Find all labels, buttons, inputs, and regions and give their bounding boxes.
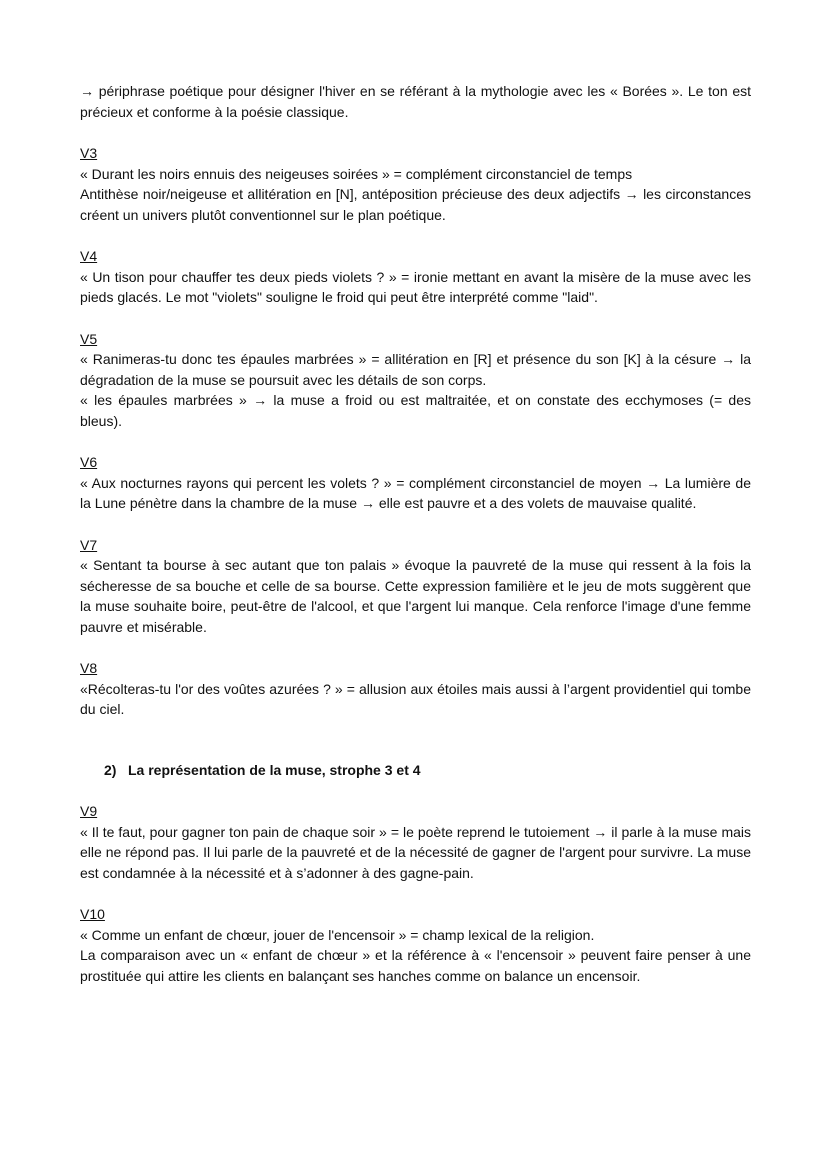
intro-block bbox=[80, 81, 751, 122]
document-page bbox=[80, 81, 751, 986]
verse-block-v6 bbox=[80, 452, 751, 514]
verse-block-v7 bbox=[80, 535, 751, 638]
verse-line: La comparaison avec un « enfant de chœur » et la référence à « l'encensoir » peuvent faire penser à une prostituée qui attire les clients en balançant ses hanches comme on balance un encensoir. bbox=[80, 947, 751, 984]
verse-line: « les épaules marbrées » → la muse a froid ou est maltraitée, et on constate des ecchymoses (= des bleus). bbox=[80, 392, 751, 429]
section-heading bbox=[104, 760, 751, 781]
verse-label: V8 bbox=[80, 660, 98, 676]
verse-label: V9 bbox=[80, 803, 98, 819]
verse-block-v4 bbox=[80, 246, 751, 308]
verse-line: Antithèse noir/neigeuse et allitération en [N], antéposition précieuse des deux adjectifs → les circonstances créent un univers plutôt conventionnel sur le plan poétique. bbox=[80, 186, 751, 223]
verse-line: « Un tison pour chauffer tes deux pieds violets ? » = ironie mettant en avant la misère de la muse avec les pieds glacés. Le mot "violets" souligne le froid qui peut être interprété comme "laid". bbox=[80, 268, 751, 305]
verse-label: V10 bbox=[80, 906, 105, 922]
verse-line: « Aux nocturnes rayons qui percent les volets ? » = complément circonstanciel de moyen → La lumière de la Lune pénètre dans la chambre de la muse → elle est pauvre et a des volets de mauvaise qualité. bbox=[80, 474, 751, 511]
verse-label: V4 bbox=[80, 248, 98, 264]
verse-line: «Récolteras-tu l'or des voûtes azurées ? » = allusion aux étoiles mais aussi à l’argent providentiel qui tombe du ciel. bbox=[80, 680, 751, 717]
verse-block-v10 bbox=[80, 904, 751, 986]
intro-paragraph: → périphrase poétique pour désigner l'hiver en se référant à la mythologie avec les « Borées ». Le ton est précieux et conforme à la poésie classique. bbox=[80, 83, 751, 120]
verse-block-v3 bbox=[80, 143, 751, 225]
verse-label: V5 bbox=[80, 330, 98, 347]
verse-line: « Ranimeras-tu donc tes épaules marbrées » = allitération en [R] et présence du son [K] à la césure → la dégradation de la muse se poursuit avec les détails de son corps. bbox=[80, 351, 751, 388]
verse-label: V6 bbox=[80, 454, 98, 470]
verse-block-v5 bbox=[80, 329, 751, 432]
verse-line: « Durant les noirs ennuis des neigeuses soirées » = complément circonstanciel de temps bbox=[80, 165, 633, 182]
verse-line: « Il te faut, pour gagner ton pain de chaque soir » = le poète reprend le tutoiement → il parle à la muse mais elle ne répond pas. Il lui parle de la pauvreté et de la nécessité de gagner de l'argent pour survivre. La muse est condamnée à la nécessité et à s’adonner à des gagne-pain. bbox=[80, 823, 751, 881]
verse-label: V3 bbox=[80, 145, 98, 161]
verse-block-v8 bbox=[80, 658, 751, 720]
verse-line: « Sentant ta bourse à sec autant que ton palais » évoque la pauvreté de la muse qui ressent à la fois la sécheresse de sa bouche et celle de sa bourse. Cette expression familière et le jeu de mots suggèrent que la muse souhaite boire, peut-être de l'alcool, et que l'argent lui manque. Cela renforce l'image d'une femme pauvre et misérable. bbox=[80, 557, 751, 635]
verse-line: « Comme un enfant de chœur, jouer de l'encensoir » = champ lexical de la religion. bbox=[80, 926, 595, 943]
section-number: 2) bbox=[104, 761, 117, 778]
section-title: La représentation de la muse, strophe 3 et 4 bbox=[128, 761, 421, 778]
verse-label: V7 bbox=[80, 536, 98, 553]
verse-block-v9 bbox=[80, 801, 751, 883]
